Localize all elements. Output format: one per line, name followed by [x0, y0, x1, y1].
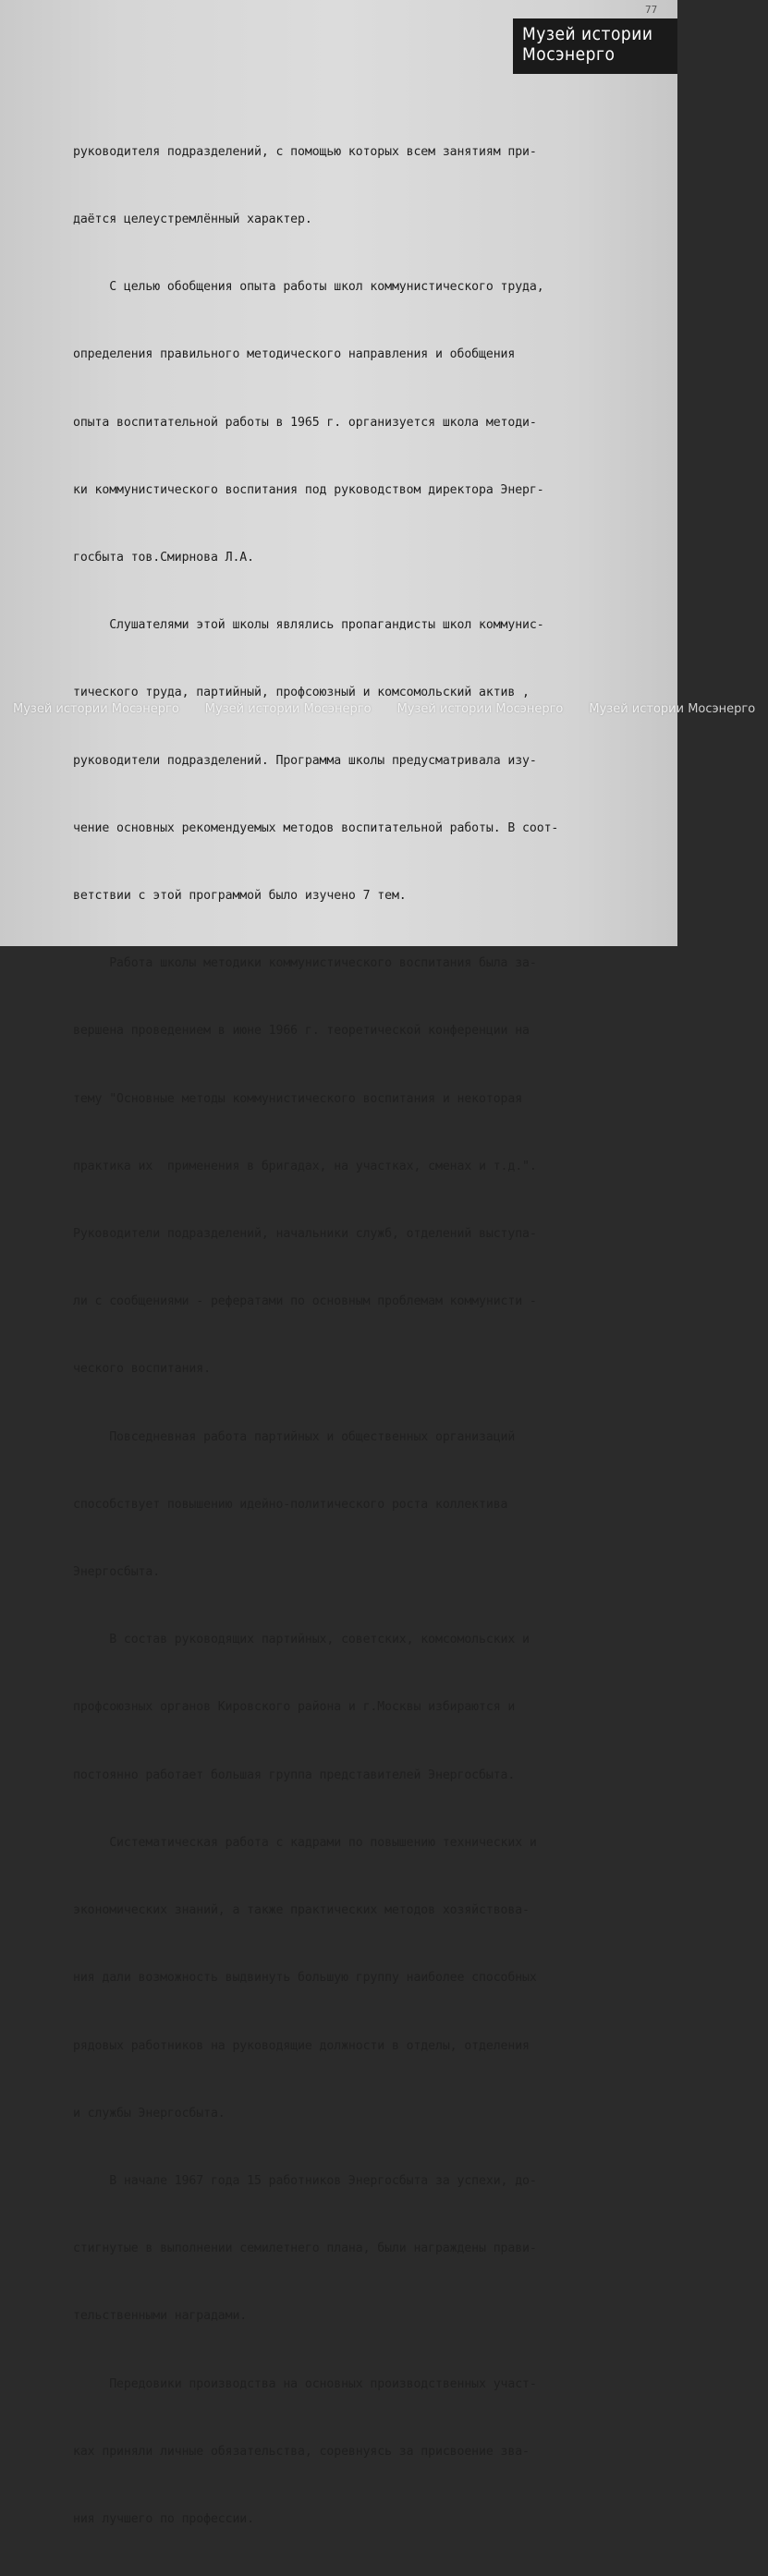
logo-line-1: Музей истории	[522, 24, 653, 44]
watermark-text: Музей истории Мосэнерго	[396, 701, 564, 716]
text-line: способствует повышению идейно-политического роста коллектива	[73, 1497, 508, 1512]
museum-logo	[513, 18, 677, 74]
text-line: тельственными наградами.	[73, 2309, 248, 2324]
logo-line-2: Мосэнерго	[522, 44, 616, 65]
text-line: руководителя подразделений, с помощью которых всем занятиям при-	[73, 144, 537, 159]
text-line: определения правильного методического направления и обобщения	[73, 347, 516, 362]
text-line: ния дали возможность выдвинуть большую группу наиболее способных	[73, 1971, 537, 1986]
text-line: даётся целеустремлённый характер.	[73, 213, 312, 227]
text-line: постоянно работает большая группа представителей Энергосбыта.	[73, 1768, 516, 1782]
text-line: профсоюзных органов Кировского района и г.Москвы избираются и	[73, 1700, 516, 1715]
text-line: ли с сообщениями - рефератами по основным проблемам коммунисти -	[73, 1294, 537, 1309]
text-line: Слушателями этой школы являлись пропагандисты школ коммунис-	[73, 618, 544, 633]
watermark-text: Музей истории Мосэнерго	[204, 701, 372, 716]
text-line: руководители подразделений. Программа школы предусматривала изу-	[73, 753, 537, 768]
text-line: тического труда, партийный, профсоюзный и комсомольский актив ,	[73, 686, 530, 700]
text-line: стигнутые в выполнении семилетнего плана, были награждены прави-	[73, 2242, 537, 2256]
typewritten-text	[73, 96, 664, 2576]
text-line: Повседневная работа партийных и общественных организаций	[73, 1429, 516, 1444]
text-line: чение основных рекомендуемых методов воспитательной работы. В соот-	[73, 820, 559, 835]
watermark-strip	[0, 699, 756, 719]
text-line: ках приняли личные обязательства, соревнуясь за присвоение зва-	[73, 2444, 530, 2459]
watermark-text: Музей истории Мосэнерго	[589, 701, 756, 716]
text-line: опыта воспитательной работы в 1965 г. организуется школа методи-	[73, 415, 537, 430]
text-line: экономических знаний, а также практических методов хозяйствова-	[73, 1903, 530, 1918]
text-line: Энергосбыта.	[73, 1565, 161, 1580]
text-line: госбыта тов.Смирнова Л.А.	[73, 551, 254, 565]
page-number: 77	[645, 4, 658, 16]
text-line: Систематическая работа с кадрами по повышению технических и	[73, 1835, 537, 1850]
text-line: В состав руководящих партийных, советских, комсомольских и	[73, 1633, 530, 1647]
text-line: ния лучшего по профессии.	[73, 2511, 254, 2526]
text-line: Передовики производства на основных производственных участ-	[73, 2376, 537, 2391]
watermark-text: Музей истории Мосэнерго	[13, 701, 179, 716]
text-line: ки коммунистического воспитания под руководством директора Энерг-	[73, 482, 544, 497]
text-line: С целью обобщения опыта работы школ коммунистического труда,	[73, 280, 544, 295]
text-line: практика их применения в бригадах, на участках, сменах и т.д.".	[73, 1159, 537, 1173]
text-line: вершена проведением в июне 1966 г. теоретической конференции на	[73, 1024, 530, 1039]
text-line: ветствии с этой программой было изучено 7 тем.	[73, 889, 407, 904]
text-line: Руководители подразделений, начальники служб, отделений выступа-	[73, 1227, 537, 1242]
text-line: Работа школы методики коммунистического воспитания была за-	[73, 956, 537, 971]
text-line: В начале 1967 года 15 работников Энергосбыта за успехи, до-	[73, 2173, 537, 2188]
text-line: тему "Основные методы коммунистического воспитания и некоторая	[73, 1091, 523, 1106]
text-line: и службы Энергосбыта.	[73, 2106, 226, 2120]
text-line: ческого воспитания.	[73, 1362, 211, 1377]
text-line: рядовых работников на руководящие должности в отделы, отделения	[73, 2038, 530, 2053]
